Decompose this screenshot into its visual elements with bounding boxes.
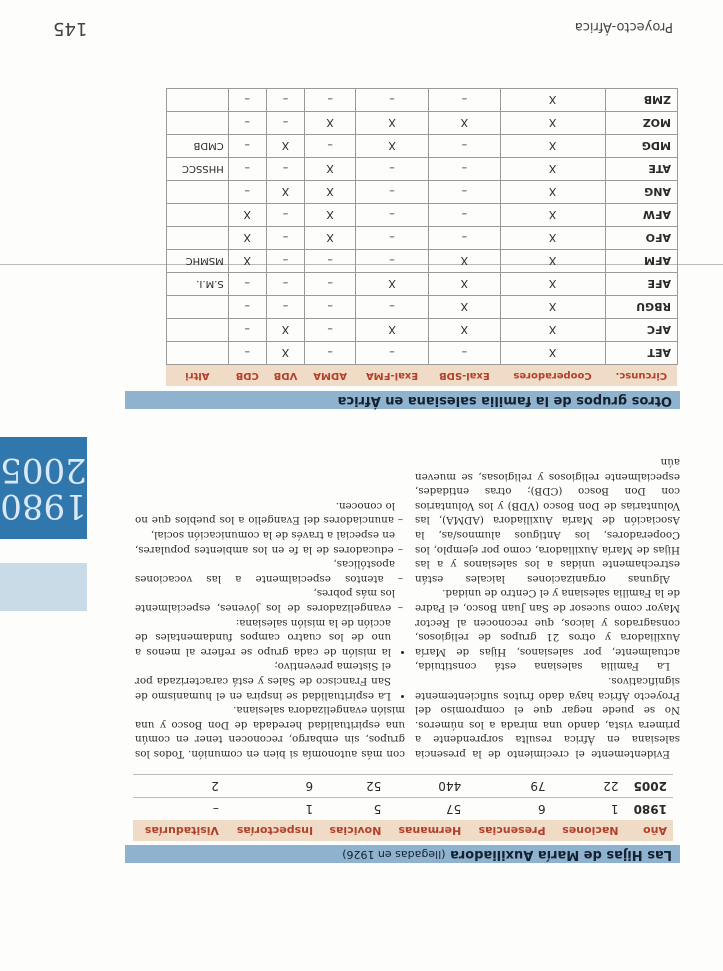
- table-cell: 79: [467, 775, 551, 798]
- altri-cell: [167, 319, 229, 342]
- section2-banner: [125, 391, 680, 409]
- table-row: [133, 798, 673, 821]
- table-cell: X: [500, 112, 605, 135]
- table-cell: –: [228, 296, 266, 319]
- list-item: – atentos especialmente a las vocaciones apostólicas,: [135, 558, 403, 585]
- header-cell: Naciones: [552, 820, 625, 841]
- paragraph: Evidentemente el crecimiento de la presencia salesiana en África resulta sorprendente a primera vista, dando una mirada a los números. No se puede negar que el compromiso del Proyecto África haya dado frutos suficientemente significativos.: [415, 675, 680, 760]
- section1-banner: [125, 845, 680, 863]
- table-cell: X: [429, 296, 500, 319]
- table-cell: –: [429, 158, 500, 181]
- altri-cell: S.M.I.: [167, 273, 229, 296]
- table-row: [167, 250, 678, 273]
- table-cell: 440: [387, 775, 467, 798]
- table-cell: –: [228, 181, 266, 204]
- list-item: – evangelizadores de los jóvenes, especialmente los más pobres,: [135, 587, 403, 615]
- table-row: [167, 135, 678, 158]
- header-cell: Altri: [167, 365, 229, 387]
- hma-table-header: [133, 820, 673, 841]
- table-cell: 6: [467, 798, 551, 821]
- table-cell: –: [305, 250, 356, 273]
- header-cell: VDB: [266, 365, 305, 387]
- altri-cell: [167, 89, 229, 112]
- table-cell: –: [266, 227, 305, 250]
- bullet-list: [135, 615, 405, 703]
- altri-cell: [167, 227, 229, 250]
- table-cell: –: [355, 227, 428, 250]
- table-cell: –: [429, 135, 500, 158]
- table-cell: X: [305, 227, 356, 250]
- table-cell: –: [355, 158, 428, 181]
- circunscription-cell: AET: [605, 342, 677, 365]
- table-cell: X: [266, 342, 305, 365]
- table-cell: –: [266, 273, 305, 296]
- table-cell: 6: [225, 775, 319, 798]
- table-cell: –: [228, 135, 266, 158]
- list-item: • la misión de cada grupo se refiere al menos a uno de los cuatro campos fundamentales de acción de la misión salesiana:: [135, 615, 391, 659]
- table-row: [167, 181, 678, 204]
- table-cell: X: [500, 204, 605, 227]
- text-column-left: [415, 455, 680, 761]
- table-cell: X: [266, 181, 305, 204]
- table-cell: X: [500, 319, 605, 342]
- table-cell: –: [228, 342, 266, 365]
- header-cell: Exal-SDB: [429, 365, 500, 387]
- table-cell: –: [266, 250, 305, 273]
- table-cell: –: [429, 227, 500, 250]
- header-cell: Inspectorías: [225, 820, 319, 841]
- table-cell: X: [355, 135, 428, 158]
- table-cell: –: [305, 89, 356, 112]
- table-row: [167, 227, 678, 250]
- altri-cell: MSMHC: [167, 250, 229, 273]
- table-cell: X: [500, 135, 605, 158]
- altri-cell: [167, 204, 229, 227]
- year-badge: [0, 437, 87, 539]
- table-cell: X: [266, 319, 305, 342]
- table-cell: X: [305, 204, 356, 227]
- table-row: [167, 89, 678, 112]
- table-cell: X: [500, 89, 605, 112]
- page-footer: [53, 18, 673, 39]
- table-cell: –: [355, 181, 428, 204]
- table-row: [167, 342, 678, 365]
- table-cell: X: [305, 158, 356, 181]
- table-cell: –: [305, 296, 356, 319]
- list-item: – anunciadores del Evangelio a los pueblos que no lo conocen.: [135, 499, 403, 527]
- table-row: [167, 204, 678, 227]
- table-row: [167, 319, 678, 342]
- table-cell: 5: [319, 798, 387, 821]
- groups-table: [166, 88, 678, 386]
- header-cell: Circunsc.: [605, 365, 677, 387]
- table-row: [133, 775, 673, 798]
- table-cell: X: [500, 273, 605, 296]
- table-cell: 1: [552, 798, 625, 821]
- table-cell: –: [228, 273, 266, 296]
- section1-title: Las Hijas de María Auxiliadora: [450, 847, 672, 862]
- table-cell: –: [355, 342, 428, 365]
- year-start: 1980: [0, 486, 87, 526]
- table-cell: –: [429, 181, 500, 204]
- header-cell: Hermanas: [387, 820, 467, 841]
- table-cell: X: [500, 227, 605, 250]
- header-cell: Año: [625, 820, 673, 841]
- table-cell: 1980: [625, 798, 673, 821]
- header-cell: CDB: [228, 365, 266, 387]
- table-row: [167, 158, 678, 181]
- header-cell: Presencias: [467, 820, 551, 841]
- circunscription-cell: ANG: [605, 181, 677, 204]
- circunscription-cell: ATE: [605, 158, 677, 181]
- section2-title: Otros grupos de la familia salesiana en África: [337, 393, 672, 408]
- table-cell: –: [305, 135, 356, 158]
- header-cell: Cooperadores: [500, 365, 605, 387]
- table-cell: 2: [133, 775, 225, 798]
- table-cell: –: [266, 112, 305, 135]
- table-cell: –: [305, 273, 356, 296]
- table-row: [167, 273, 678, 296]
- table-cell: –: [228, 319, 266, 342]
- table-cell: 52: [319, 775, 387, 798]
- table-cell: –: [228, 158, 266, 181]
- table-cell: –: [429, 89, 500, 112]
- circunscription-cell: MOZ: [605, 112, 677, 135]
- circunscription-cell: MDG: [605, 135, 677, 158]
- table-cell: –: [133, 798, 225, 821]
- table-cell: 1: [225, 798, 319, 821]
- table-cell: 22: [552, 775, 625, 798]
- table-cell: –: [305, 342, 356, 365]
- table-cell: X: [500, 342, 605, 365]
- table-cell: –: [355, 250, 428, 273]
- table-cell: X: [305, 112, 356, 135]
- circunscription-cell: RBGU: [605, 296, 677, 319]
- table-cell: X: [228, 250, 266, 273]
- table-cell: X: [355, 273, 428, 296]
- header-cell: Visitadurías: [133, 820, 225, 841]
- table-cell: –: [266, 296, 305, 319]
- table-cell: –: [266, 158, 305, 181]
- paragraph: con más autonomía si bien en comunión. Todos los grupos, sin embargo, reconocen tener en común una espiritualidad heredada de Don Bosco y una misión evangelizadora salesiana.: [135, 704, 405, 760]
- altri-cell: CMDB: [167, 135, 229, 158]
- table-cell: X: [429, 273, 500, 296]
- table-cell: X: [355, 319, 428, 342]
- altri-cell: [167, 181, 229, 204]
- table-cell: 57: [387, 798, 467, 821]
- altri-cell: [167, 112, 229, 135]
- table-cell: –: [355, 89, 428, 112]
- table-cell: –: [429, 342, 500, 365]
- altri-cell: [167, 342, 229, 365]
- table-cell: –: [266, 89, 305, 112]
- text-column-right: [135, 498, 405, 761]
- header-cell: ADMA: [305, 365, 356, 387]
- table-cell: X: [500, 181, 605, 204]
- hma-table: [133, 774, 673, 841]
- paragraph: Algunas organizaciones laicales están estrechamente unidas a los salesianos y a las Hijas de María Auxiliadora, como por ejemplo, los Cooperadores, los Antiguos alumnos/as, la Asociación de María Auxiliadora (ADMA), las Voluntarias de Don Bosco (VDB) y los Voluntarios con Don Bosco (CDB); otras entidades, especialmente religiosos y religiosas, se mueven aún: [415, 456, 680, 585]
- list-item: – educadores de la fe en los ambientes populares, en especial a través de la comunicación social,: [135, 529, 403, 556]
- table-cell: X: [500, 296, 605, 319]
- year-end: 2005: [0, 450, 87, 490]
- table-row: [167, 296, 678, 319]
- table-cell: –: [266, 204, 305, 227]
- section1-subtitle: (llegadas en 1926): [342, 848, 446, 861]
- circunscription-cell: AFO: [605, 227, 677, 250]
- table-cell: X: [429, 250, 500, 273]
- table-cell: –: [429, 204, 500, 227]
- circunscription-cell: AFC: [605, 319, 677, 342]
- table-cell: –: [228, 89, 266, 112]
- table-cell: X: [228, 227, 266, 250]
- table-cell: X: [355, 112, 428, 135]
- groups-table-body: [167, 89, 678, 365]
- running-title: Proyecto-África: [574, 19, 673, 34]
- header-cell: Exal-FMA: [355, 365, 428, 387]
- paragraph: La Familia salesiana está constituida, actualmente, por salesianos, Hijas de María Auxiliadora y otros 21 grupos de religiosos, consagrados y laicos, que reconocen al Rector Mayor como sucesor de San Juan Bosco, el Padre de la Familia salesiana y el Centro de unidad.: [415, 587, 680, 673]
- page-number: 145: [53, 18, 88, 39]
- table-cell: X: [266, 135, 305, 158]
- circunscription-cell: AFE: [605, 273, 677, 296]
- table-cell: X: [500, 250, 605, 273]
- groups-table-header: [167, 365, 678, 387]
- circunscription-cell: AFW: [605, 204, 677, 227]
- table-cell: X: [228, 204, 266, 227]
- table-cell: –: [355, 296, 428, 319]
- circunscription-cell: AFM: [605, 250, 677, 273]
- header-cell: Novicias: [319, 820, 387, 841]
- decorative-bar: [0, 563, 87, 611]
- table-cell: –: [355, 204, 428, 227]
- table-cell: –: [228, 112, 266, 135]
- table-cell: X: [429, 112, 500, 135]
- table-cell: X: [429, 319, 500, 342]
- altri-cell: HHSSCC: [167, 158, 229, 181]
- table-cell: X: [500, 158, 605, 181]
- table-cell: 2005: [625, 775, 673, 798]
- altri-cell: [167, 296, 229, 319]
- list-item: • La espiritualidad se inspira en el humanismo de San Francisco de Sales y está caracterizada por el Sistema preventivo;: [135, 659, 391, 703]
- table-cell: X: [305, 181, 356, 204]
- table-row: [167, 112, 678, 135]
- circunscription-cell: ZMB: [605, 89, 677, 112]
- table-cell: –: [305, 319, 356, 342]
